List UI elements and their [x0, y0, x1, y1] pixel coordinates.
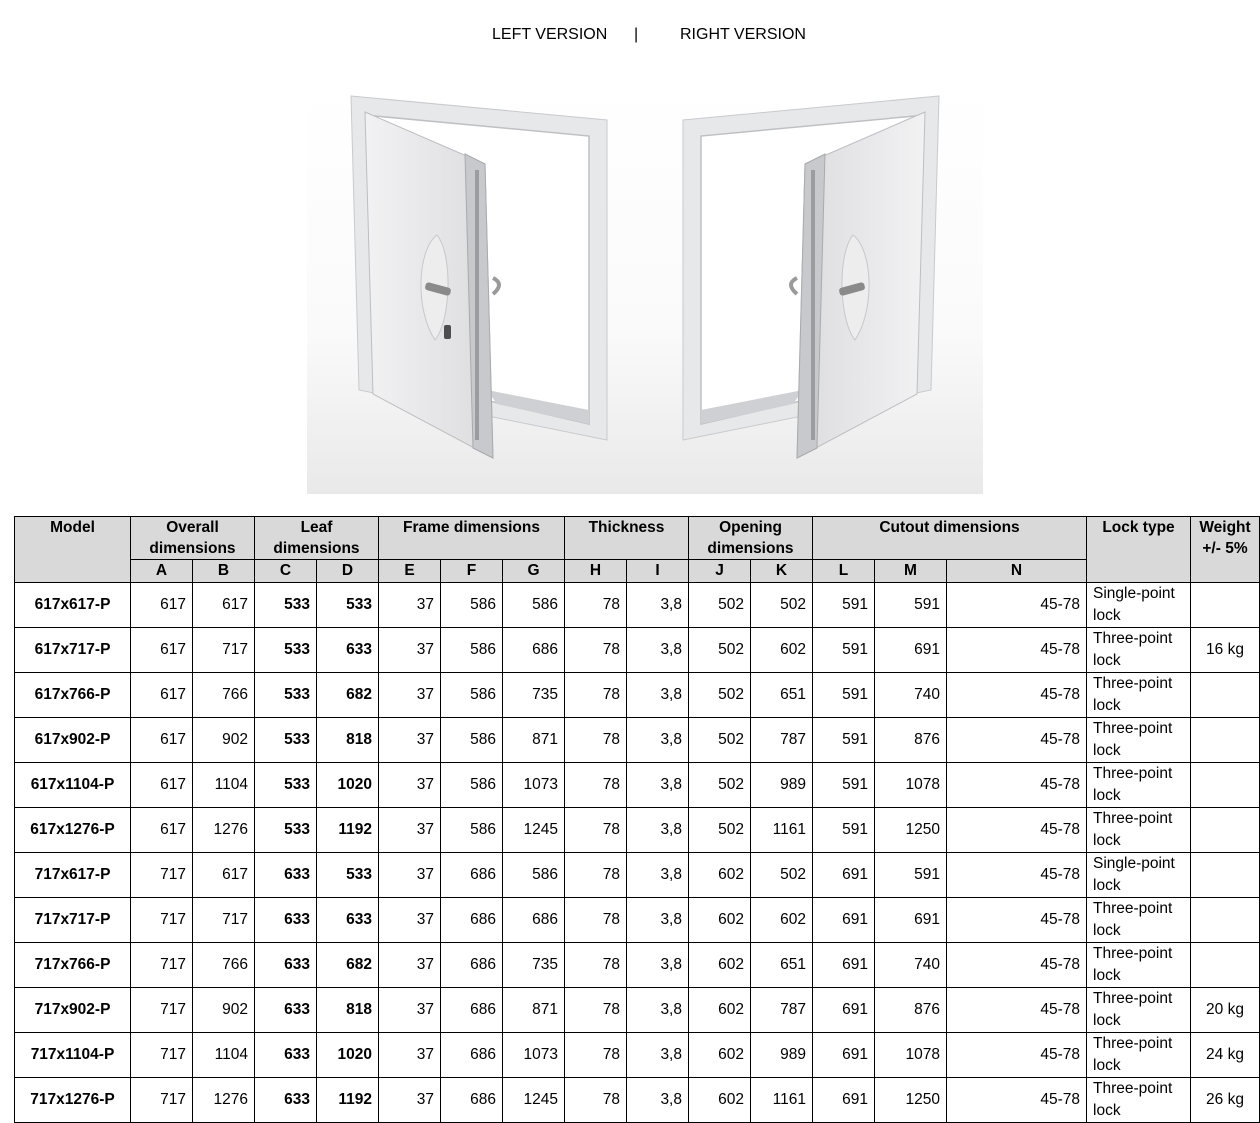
cell-m: 740 [875, 943, 947, 988]
cell-c: 533 [255, 718, 317, 763]
cell-e: 37 [379, 763, 441, 808]
subheader-k: K [751, 560, 813, 583]
cell-d: 533 [317, 853, 379, 898]
table-row [15, 628, 1260, 673]
cell-m: 1078 [875, 1033, 947, 1078]
cell-a: 717 [131, 1078, 193, 1123]
cell-c: 633 [255, 988, 317, 1033]
cell-g: 871 [503, 988, 565, 1033]
cell-e: 37 [379, 898, 441, 943]
table-row [15, 718, 1260, 763]
cell-h: 78 [565, 1033, 627, 1078]
cell-b: 1276 [193, 808, 255, 853]
cell-weight [1191, 943, 1260, 988]
cell-l: 691 [813, 1078, 875, 1123]
cell-l: 591 [813, 718, 875, 763]
table-row [15, 583, 1260, 628]
cell-weight: 16 kg [1191, 628, 1260, 673]
cell-c: 533 [255, 583, 317, 628]
cell-b: 717 [193, 628, 255, 673]
subheader-i: I [627, 560, 689, 583]
header-thickness: Thickness [565, 517, 689, 560]
table-subheader-row [15, 560, 1260, 583]
cell-j: 502 [689, 583, 751, 628]
cell-f: 586 [441, 718, 503, 763]
cell-weight [1191, 898, 1260, 943]
header-model: Model [15, 517, 131, 583]
cell-g: 686 [503, 898, 565, 943]
cell-k: 651 [751, 673, 813, 718]
cell-model: 617x1104-P [15, 763, 131, 808]
cell-weight: 20 kg [1191, 988, 1260, 1033]
cell-f: 586 [441, 673, 503, 718]
header-cutout-dimensions: Cutout dimensions [813, 517, 1087, 560]
cell-l: 591 [813, 583, 875, 628]
subheader-e: E [379, 560, 441, 583]
cell-weight: 26 kg [1191, 1078, 1260, 1123]
cell-a: 717 [131, 943, 193, 988]
cell-weight [1191, 673, 1260, 718]
cell-h: 78 [565, 583, 627, 628]
table-row [15, 898, 1260, 943]
subheader-g: G [503, 560, 565, 583]
cell-j: 602 [689, 988, 751, 1033]
cell-l: 691 [813, 853, 875, 898]
cell-e: 37 [379, 583, 441, 628]
subheader-n: N [947, 560, 1087, 583]
cell-f: 686 [441, 988, 503, 1033]
cell-c: 633 [255, 1078, 317, 1123]
cell-h: 78 [565, 898, 627, 943]
page-header [0, 26, 1260, 48]
cell-d: 682 [317, 943, 379, 988]
cell-e: 37 [379, 853, 441, 898]
cell-b: 1276 [193, 1078, 255, 1123]
cell-j: 602 [689, 1033, 751, 1078]
right-version-label: RIGHT VERSION [680, 26, 806, 43]
cell-b: 1104 [193, 1033, 255, 1078]
table-row [15, 763, 1260, 808]
header-leaf-dimensions: Leaf dimensions [255, 517, 379, 560]
cell-m: 876 [875, 718, 947, 763]
cell-n: 45-78 [947, 898, 1087, 943]
cell-g: 735 [503, 673, 565, 718]
cell-c: 633 [255, 943, 317, 988]
cell-n: 45-78 [947, 988, 1087, 1033]
cell-f: 686 [441, 943, 503, 988]
table-row [15, 1078, 1260, 1123]
cell-h: 78 [565, 1078, 627, 1123]
cell-g: 586 [503, 853, 565, 898]
cell-h: 78 [565, 808, 627, 853]
cell-f: 686 [441, 1078, 503, 1123]
cell-l: 691 [813, 1033, 875, 1078]
cell-m: 591 [875, 583, 947, 628]
cell-d: 1192 [317, 1078, 379, 1123]
dimensions-table [14, 516, 1260, 1123]
cell-n: 45-78 [947, 1078, 1087, 1123]
cell-d: 1020 [317, 1033, 379, 1078]
cell-lock: Three-point lock [1087, 628, 1191, 673]
cell-e: 37 [379, 718, 441, 763]
access-panel-door-illustration [307, 90, 983, 494]
cell-a: 617 [131, 718, 193, 763]
cell-h: 78 [565, 853, 627, 898]
cell-m: 1078 [875, 763, 947, 808]
cell-g: 1073 [503, 763, 565, 808]
cell-lock: Three-point lock [1087, 718, 1191, 763]
cell-f: 686 [441, 1033, 503, 1078]
cell-f: 586 [441, 628, 503, 673]
header-overall-dimensions: Overall dimensions [131, 517, 255, 560]
cell-b: 717 [193, 898, 255, 943]
cell-model: 717x902-P [15, 988, 131, 1033]
subheader-d: D [317, 560, 379, 583]
table-row [15, 943, 1260, 988]
cell-d: 633 [317, 628, 379, 673]
cell-m: 691 [875, 628, 947, 673]
cell-h: 78 [565, 718, 627, 763]
cell-c: 633 [255, 853, 317, 898]
cell-n: 45-78 [947, 673, 1087, 718]
header-opening-dimensions: Opening dimensions [689, 517, 813, 560]
cell-k: 787 [751, 718, 813, 763]
cell-j: 502 [689, 808, 751, 853]
cell-b: 1104 [193, 763, 255, 808]
cell-n: 45-78 [947, 583, 1087, 628]
cell-k: 787 [751, 988, 813, 1033]
cell-d: 633 [317, 898, 379, 943]
cell-e: 37 [379, 628, 441, 673]
cell-lock: Three-point lock [1087, 673, 1191, 718]
cell-lock: Three-point lock [1087, 1078, 1191, 1123]
cell-a: 617 [131, 808, 193, 853]
cell-i: 3,8 [627, 988, 689, 1033]
table-body [15, 583, 1260, 1123]
cell-k: 502 [751, 853, 813, 898]
cell-a: 717 [131, 853, 193, 898]
cell-e: 37 [379, 808, 441, 853]
cell-c: 533 [255, 763, 317, 808]
cell-j: 502 [689, 763, 751, 808]
cell-a: 717 [131, 988, 193, 1033]
cell-a: 717 [131, 898, 193, 943]
cell-model: 717x766-P [15, 943, 131, 988]
cell-b: 617 [193, 583, 255, 628]
cell-k: 1161 [751, 808, 813, 853]
cell-e: 37 [379, 1078, 441, 1123]
cell-e: 37 [379, 673, 441, 718]
cell-l: 691 [813, 943, 875, 988]
cell-b: 617 [193, 853, 255, 898]
cell-i: 3,8 [627, 763, 689, 808]
cell-i: 3,8 [627, 943, 689, 988]
cell-m: 1250 [875, 1078, 947, 1123]
cell-d: 1020 [317, 763, 379, 808]
cell-k: 602 [751, 628, 813, 673]
cell-a: 617 [131, 583, 193, 628]
cell-model: 617x902-P [15, 718, 131, 763]
cell-j: 602 [689, 853, 751, 898]
subheader-j: J [689, 560, 751, 583]
cell-n: 45-78 [947, 1033, 1087, 1078]
cell-weight [1191, 808, 1260, 853]
cell-l: 591 [813, 808, 875, 853]
cell-d: 818 [317, 718, 379, 763]
cell-j: 502 [689, 628, 751, 673]
cell-j: 502 [689, 718, 751, 763]
version-separator: | [634, 26, 639, 43]
cell-b: 902 [193, 988, 255, 1033]
header-frame-dimensions: Frame dimensions [379, 517, 565, 560]
table-header-row [15, 517, 1260, 560]
cell-k: 989 [751, 763, 813, 808]
cell-g: 1245 [503, 808, 565, 853]
cell-f: 586 [441, 763, 503, 808]
cell-m: 691 [875, 898, 947, 943]
cell-l: 691 [813, 898, 875, 943]
header-lock-type: Lock type [1087, 517, 1191, 583]
cell-i: 3,8 [627, 853, 689, 898]
cell-m: 1250 [875, 808, 947, 853]
cell-i: 3,8 [627, 628, 689, 673]
cell-m: 876 [875, 988, 947, 1033]
cell-h: 78 [565, 943, 627, 988]
cell-model: 717x617-P [15, 853, 131, 898]
cell-lock: Single-point lock [1087, 583, 1191, 628]
cell-a: 617 [131, 673, 193, 718]
cell-i: 3,8 [627, 808, 689, 853]
table-row [15, 1033, 1260, 1078]
cell-g: 735 [503, 943, 565, 988]
cell-weight: 24 kg [1191, 1033, 1260, 1078]
cell-l: 591 [813, 673, 875, 718]
table-row [15, 988, 1260, 1033]
cell-k: 1161 [751, 1078, 813, 1123]
cell-k: 502 [751, 583, 813, 628]
subheader-l: L [813, 560, 875, 583]
cell-d: 1192 [317, 808, 379, 853]
cell-g: 1073 [503, 1033, 565, 1078]
cell-k: 651 [751, 943, 813, 988]
subheader-c: C [255, 560, 317, 583]
cell-d: 818 [317, 988, 379, 1033]
cell-model: 617x766-P [15, 673, 131, 718]
cell-model: 717x1104-P [15, 1033, 131, 1078]
cell-c: 633 [255, 1033, 317, 1078]
cell-d: 682 [317, 673, 379, 718]
cell-i: 3,8 [627, 1033, 689, 1078]
cell-i: 3,8 [627, 898, 689, 943]
cell-l: 591 [813, 628, 875, 673]
cell-e: 37 [379, 943, 441, 988]
cell-c: 533 [255, 628, 317, 673]
table-row [15, 853, 1260, 898]
cell-n: 45-78 [947, 943, 1087, 988]
cell-a: 617 [131, 628, 193, 673]
cell-m: 591 [875, 853, 947, 898]
cell-lock: Three-point lock [1087, 943, 1191, 988]
cell-f: 586 [441, 583, 503, 628]
cell-lock: Three-point lock [1087, 1033, 1191, 1078]
cell-model: 717x1276-P [15, 1078, 131, 1123]
cell-j: 502 [689, 673, 751, 718]
subheader-a: A [131, 560, 193, 583]
cell-b: 902 [193, 718, 255, 763]
cell-g: 1245 [503, 1078, 565, 1123]
subheader-b: B [193, 560, 255, 583]
cell-a: 717 [131, 1033, 193, 1078]
cell-model: 617x617-P [15, 583, 131, 628]
cell-k: 989 [751, 1033, 813, 1078]
subheader-h: H [565, 560, 627, 583]
cell-model: 717x717-P [15, 898, 131, 943]
cell-l: 691 [813, 988, 875, 1033]
cell-e: 37 [379, 1033, 441, 1078]
cell-lock: Three-point lock [1087, 898, 1191, 943]
cell-n: 45-78 [947, 628, 1087, 673]
cell-n: 45-78 [947, 853, 1087, 898]
cell-n: 45-78 [947, 808, 1087, 853]
cell-i: 3,8 [627, 718, 689, 763]
table-row [15, 808, 1260, 853]
cell-weight [1191, 763, 1260, 808]
cell-g: 871 [503, 718, 565, 763]
table-row [15, 673, 1260, 718]
cell-d: 533 [317, 583, 379, 628]
cell-i: 3,8 [627, 673, 689, 718]
cell-model: 617x717-P [15, 628, 131, 673]
cell-i: 3,8 [627, 1078, 689, 1123]
cell-f: 686 [441, 853, 503, 898]
cell-model: 617x1276-P [15, 808, 131, 853]
cell-i: 3,8 [627, 583, 689, 628]
cell-weight [1191, 583, 1260, 628]
cell-c: 633 [255, 898, 317, 943]
cell-f: 686 [441, 898, 503, 943]
subheader-f: F [441, 560, 503, 583]
cell-h: 78 [565, 988, 627, 1033]
cell-c: 533 [255, 808, 317, 853]
cell-j: 602 [689, 898, 751, 943]
left-version-label: LEFT VERSION [492, 26, 608, 43]
cell-weight [1191, 853, 1260, 898]
cell-h: 78 [565, 673, 627, 718]
cell-b: 766 [193, 673, 255, 718]
cell-lock: Single-point lock [1087, 853, 1191, 898]
cell-weight [1191, 718, 1260, 763]
cell-h: 78 [565, 763, 627, 808]
subheader-m: M [875, 560, 947, 583]
cell-lock: Three-point lock [1087, 988, 1191, 1033]
cell-j: 602 [689, 943, 751, 988]
cell-j: 602 [689, 1078, 751, 1123]
cell-m: 740 [875, 673, 947, 718]
cell-h: 78 [565, 628, 627, 673]
cell-lock: Three-point lock [1087, 763, 1191, 808]
cell-n: 45-78 [947, 763, 1087, 808]
cell-b: 766 [193, 943, 255, 988]
cell-l: 591 [813, 763, 875, 808]
cell-c: 533 [255, 673, 317, 718]
cell-lock: Three-point lock [1087, 808, 1191, 853]
cell-e: 37 [379, 988, 441, 1033]
cell-k: 602 [751, 898, 813, 943]
cell-g: 686 [503, 628, 565, 673]
cell-a: 617 [131, 763, 193, 808]
header-weight: Weight +/- 5% [1191, 517, 1260, 583]
cell-g: 586 [503, 583, 565, 628]
cell-f: 586 [441, 808, 503, 853]
cell-n: 45-78 [947, 718, 1087, 763]
